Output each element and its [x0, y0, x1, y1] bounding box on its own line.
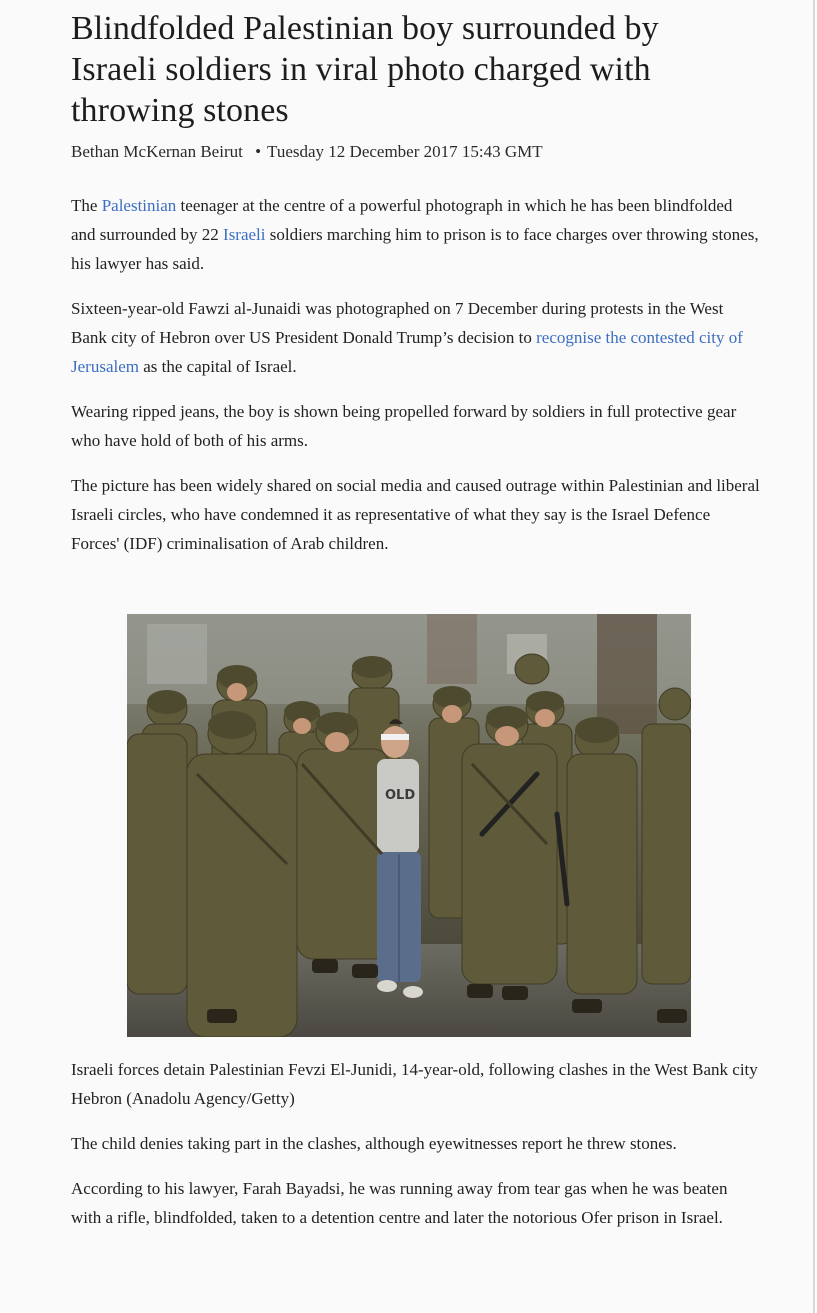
byline-date: Tuesday 12 December 2017 15:43 GMT: [267, 142, 543, 161]
paragraph-6: According to his lawyer, Farah Bayadsi, he was running away from tear gas when he was beaten with a rifle, blindfolded, taken to a detention centre and later the notorious Ofer prison in Israel.: [71, 1179, 728, 1227]
boy-shirt-text: OLD: [385, 788, 416, 803]
headline: Blindfolded Palestinian boy surrounded by Israeli soldiers in viral photo charged with throwing stones: [71, 10, 659, 129]
byline-location: Beirut: [200, 142, 243, 161]
paragraph-text: teenager at the centre of a powerful photograph in which he has been blindfolded and surrounded by 22: [71, 196, 733, 244]
byline: [71, 141, 761, 163]
byline-author[interactable]: Bethan McKernan: [71, 142, 197, 161]
paragraph-text: Sixteen-year-old Fawzi al-Junaidi was photographed on 7 December during protests in the West Bank city of Hebron over US President Donald Trump’s decision to: [71, 299, 724, 347]
paragraph-5: The child denies taking part in the clashes, although eyewitnesses report he threw stones.: [71, 1134, 677, 1153]
paragraph-2: [71, 294, 761, 381]
paragraph-text: soldiers marching him to prison is to face charges over throwing stones, his lawyer has said.: [71, 225, 759, 273]
article-body: [71, 191, 761, 558]
link-palestinian[interactable]: Palestinian: [101, 196, 177, 215]
article: [71, 8, 761, 574]
article-photo: [127, 614, 691, 1037]
article-body-continued: [71, 1055, 761, 1248]
paragraph-4: The picture has been widely shared on social media and caused outrage within Palestinian and liberal Israeli circles, who have condemned it as representative of what they say is the Israel Defence Forces' (IDF) criminalisation of Arab children.: [71, 476, 760, 553]
paragraph-text: as the capital of Israel.: [138, 357, 297, 376]
paragraph-1: [71, 191, 761, 278]
byline-separator: •: [255, 142, 262, 161]
paragraph-3: Wearing ripped jeans, the boy is shown being propelled forward by soldiers in full protective gear who have hold of both of his arms.: [71, 402, 737, 450]
paragraph-text: The: [71, 196, 102, 215]
link-israeli[interactable]: Israeli: [223, 225, 266, 244]
link-jerusalem[interactable]: recognise the contested city of Jerusalem: [71, 328, 743, 376]
photo-caption: Israeli forces detain Palestinian Fevzi El-Junidi, 14-year-old, following clashes in the West Bank city Hebron (Anadolu Agency/Getty): [71, 1060, 758, 1108]
